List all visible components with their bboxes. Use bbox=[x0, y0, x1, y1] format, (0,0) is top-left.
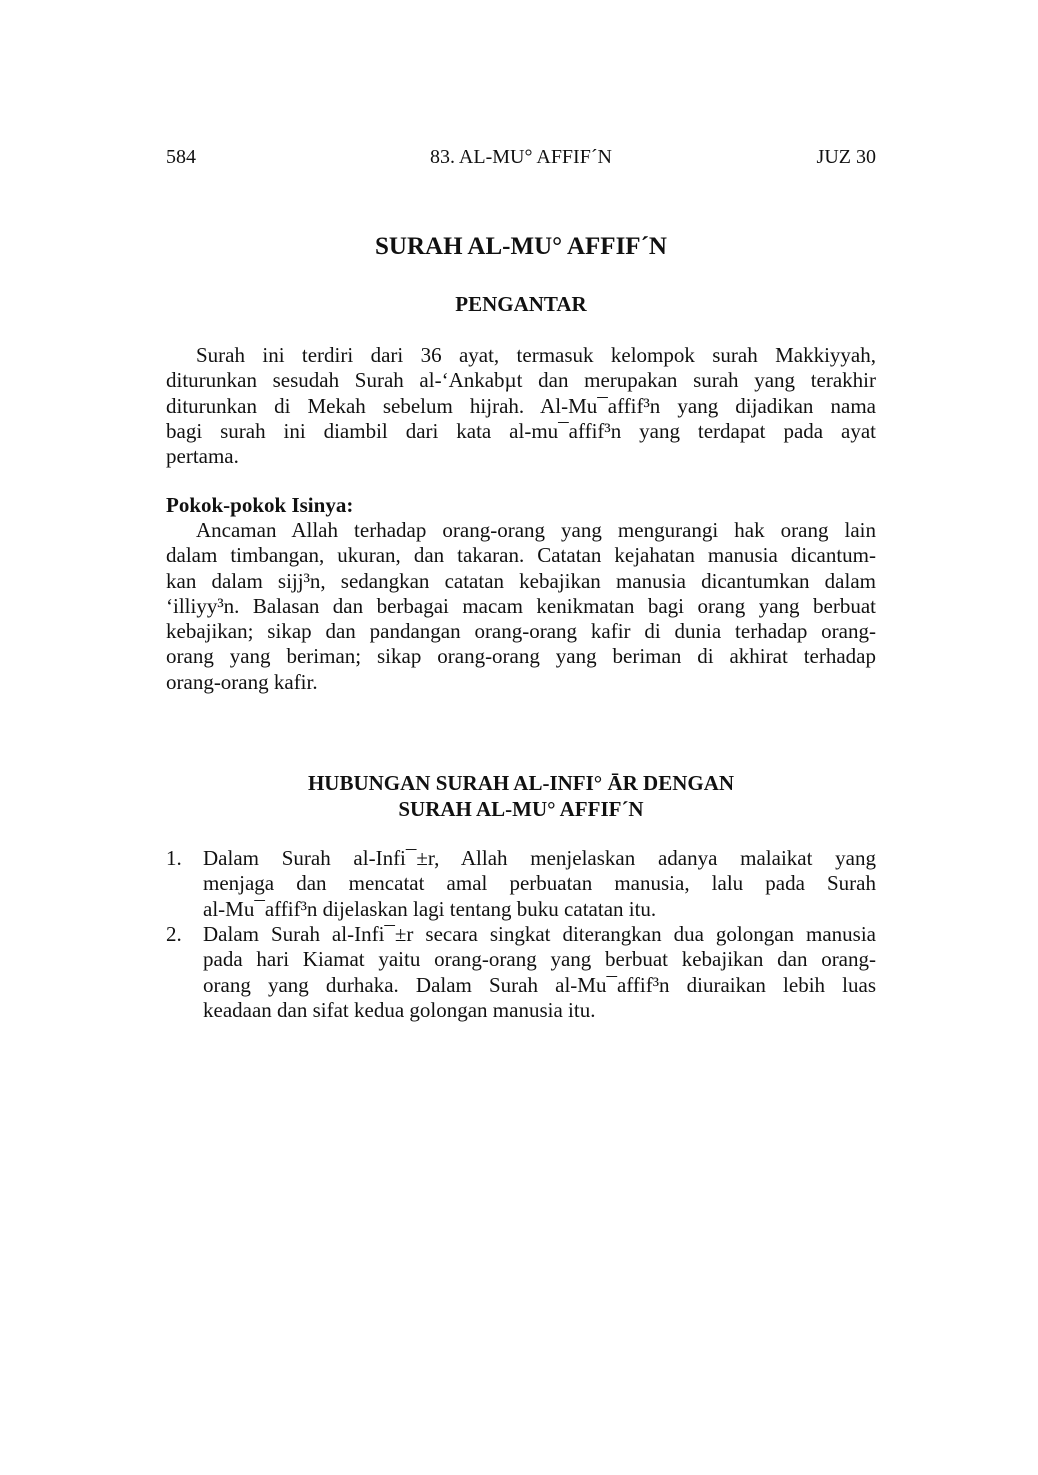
list-line: pada hari Kiamat yaitu orang-orang yang berbuat kebajikan dan orang- bbox=[203, 947, 876, 972]
contents-line: kan dalam sijj³n, sedangkan catatan kebajikan manusia dicantumkan dalam bbox=[166, 568, 876, 593]
list-line: Dalam Surah al-Infi¯±r, Allah menjelaskan adanya malaikat yang bbox=[203, 846, 876, 870]
relation-heading-line: SURAH AL-MU° AFFIF´N bbox=[398, 797, 644, 821]
intro-line: pertama. bbox=[166, 444, 239, 469]
intro-line: bagi surah ini diambil dari kata al-mu¯affif³n yang terdapat pada ayat bbox=[166, 418, 876, 443]
contents-line: dalam timbangan, ukuran, dan takaran. Catatan kejahatan manusia dicantum- bbox=[166, 543, 876, 568]
list-item-body bbox=[203, 922, 876, 1023]
running-title: 83. AL-MU° AFFIF´N bbox=[430, 146, 612, 168]
intro-line: diturunkan sesudah Surah al-‘Ankabµt dan merupakan surah yang terakhir bbox=[166, 368, 876, 393]
contents-heading: Pokok-pokok Isinya: bbox=[166, 493, 354, 517]
list-line: al-Mu¯affif³n dijelaskan lagi tentang buku catatan itu. bbox=[203, 896, 657, 921]
section-title-pengantar: PENGANTAR bbox=[455, 292, 587, 316]
contents-line: kebajikan; sikap dan pandangan orang-orang kafir di dunia terhadap orang- bbox=[166, 619, 876, 644]
intro-line: Surah ini terdiri dari 36 ayat, termasuk kelompok surah Makkiyyah, bbox=[196, 343, 876, 367]
running-header bbox=[166, 146, 876, 174]
list-line: orang yang durhaka. Dalam Surah al-Mu¯affif³n diuraikan lebih luas bbox=[203, 972, 876, 997]
contents-line: Ancaman Allah terhadap orang-orang yang mengurangi hak orang lain bbox=[196, 518, 876, 542]
list-line: keadaan dan sifat kedua golongan manusia itu. bbox=[203, 997, 596, 1022]
relation-heading bbox=[166, 770, 876, 822]
list-item-body bbox=[203, 846, 876, 922]
intro-paragraph bbox=[166, 343, 876, 469]
contents-line: orang-orang kafir. bbox=[166, 669, 318, 694]
list-line: menjaga dan mencatat amal perbuatan manusia, lalu pada Surah bbox=[203, 871, 876, 896]
list-line: Dalam Surah al-Infi¯±r secara singkat diterangkan dua golongan manusia bbox=[203, 922, 876, 946]
relation-heading-line: HUBUNGAN SURAH AL-INFI° ĀR DENGAN bbox=[307, 771, 735, 795]
page-number: 584 bbox=[166, 146, 196, 168]
contents-line: orang yang beriman; sikap orang-orang yang beriman di akhirat terhadap bbox=[166, 644, 876, 669]
juz-label: JUZ 30 bbox=[816, 146, 876, 168]
list-number: 2. bbox=[166, 922, 182, 946]
surah-title: SURAH AL-MU° AFFIF´N bbox=[375, 233, 667, 260]
intro-line: diturunkan di Mekah sebelum hijrah. Al-Mu¯affif³n yang dijadikan nama bbox=[166, 393, 876, 418]
contents-paragraph bbox=[166, 518, 876, 695]
contents-line: ‘illiyy³n. Balasan dan berbagai macam kenikmatan bagi orang yang berbuat bbox=[166, 593, 876, 618]
list-number: 1. bbox=[166, 846, 182, 870]
